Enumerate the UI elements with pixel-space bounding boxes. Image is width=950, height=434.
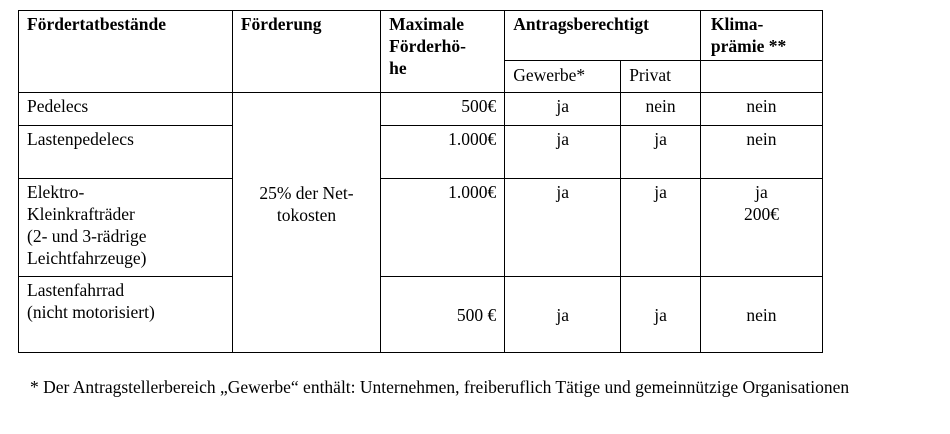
row-max: 500 € (381, 277, 505, 353)
header-max-foerderhoehe: Maximale Förderhö- he (381, 11, 505, 93)
header-antragsberechtigt: Antragsberechtigt (505, 11, 701, 61)
row-privat: ja (621, 126, 701, 179)
header-foerderung: Förderung (232, 11, 380, 93)
row-klima: nein (700, 126, 822, 179)
row-name: Pedelecs (19, 93, 233, 126)
header-row (19, 11, 823, 61)
header-klimapraemie: Klima- prämie ** (700, 11, 822, 61)
table-row (19, 93, 823, 126)
subheader-empty-cell (700, 61, 822, 93)
foerderung-merged-cell: 25% der Net- tokosten (232, 93, 380, 353)
footnote: * Der Antragstellerbereich „Gewerbe“ enthält: Unternehmen, freiberuflich Tätige und gemeinnützige Organisationen (30, 377, 850, 397)
funding-table (18, 10, 823, 353)
subheader-privat: Privat (621, 61, 701, 93)
row-max: 1.000€ (381, 126, 505, 179)
row-name: Lastenfahrrad (nicht motorisiert) (19, 277, 233, 353)
row-name: Lastenpedelecs (19, 126, 233, 179)
row-klima: nein (700, 277, 822, 353)
header-foerdertatbestaende: Fördertatbestände (19, 11, 233, 93)
subheader-gewerbe: Gewerbe* (505, 61, 621, 93)
row-privat: ja (621, 179, 701, 277)
table-row (19, 277, 823, 353)
row-max: 1.000€ (381, 179, 505, 277)
row-privat: nein (621, 93, 701, 126)
row-gewerbe: ja (505, 93, 621, 126)
table-row (19, 126, 823, 179)
row-privat: ja (621, 277, 701, 353)
table-row (19, 179, 823, 277)
row-gewerbe: ja (505, 126, 621, 179)
row-gewerbe: ja (505, 277, 621, 353)
row-max: 500€ (381, 93, 505, 126)
row-klima: ja 200€ (700, 179, 822, 277)
row-name: Elektro- Kleinkrafträder (2- und 3-rädrige Leichtfahrzeuge) (19, 179, 233, 277)
row-klima: nein (700, 93, 822, 126)
row-gewerbe: ja (505, 179, 621, 277)
